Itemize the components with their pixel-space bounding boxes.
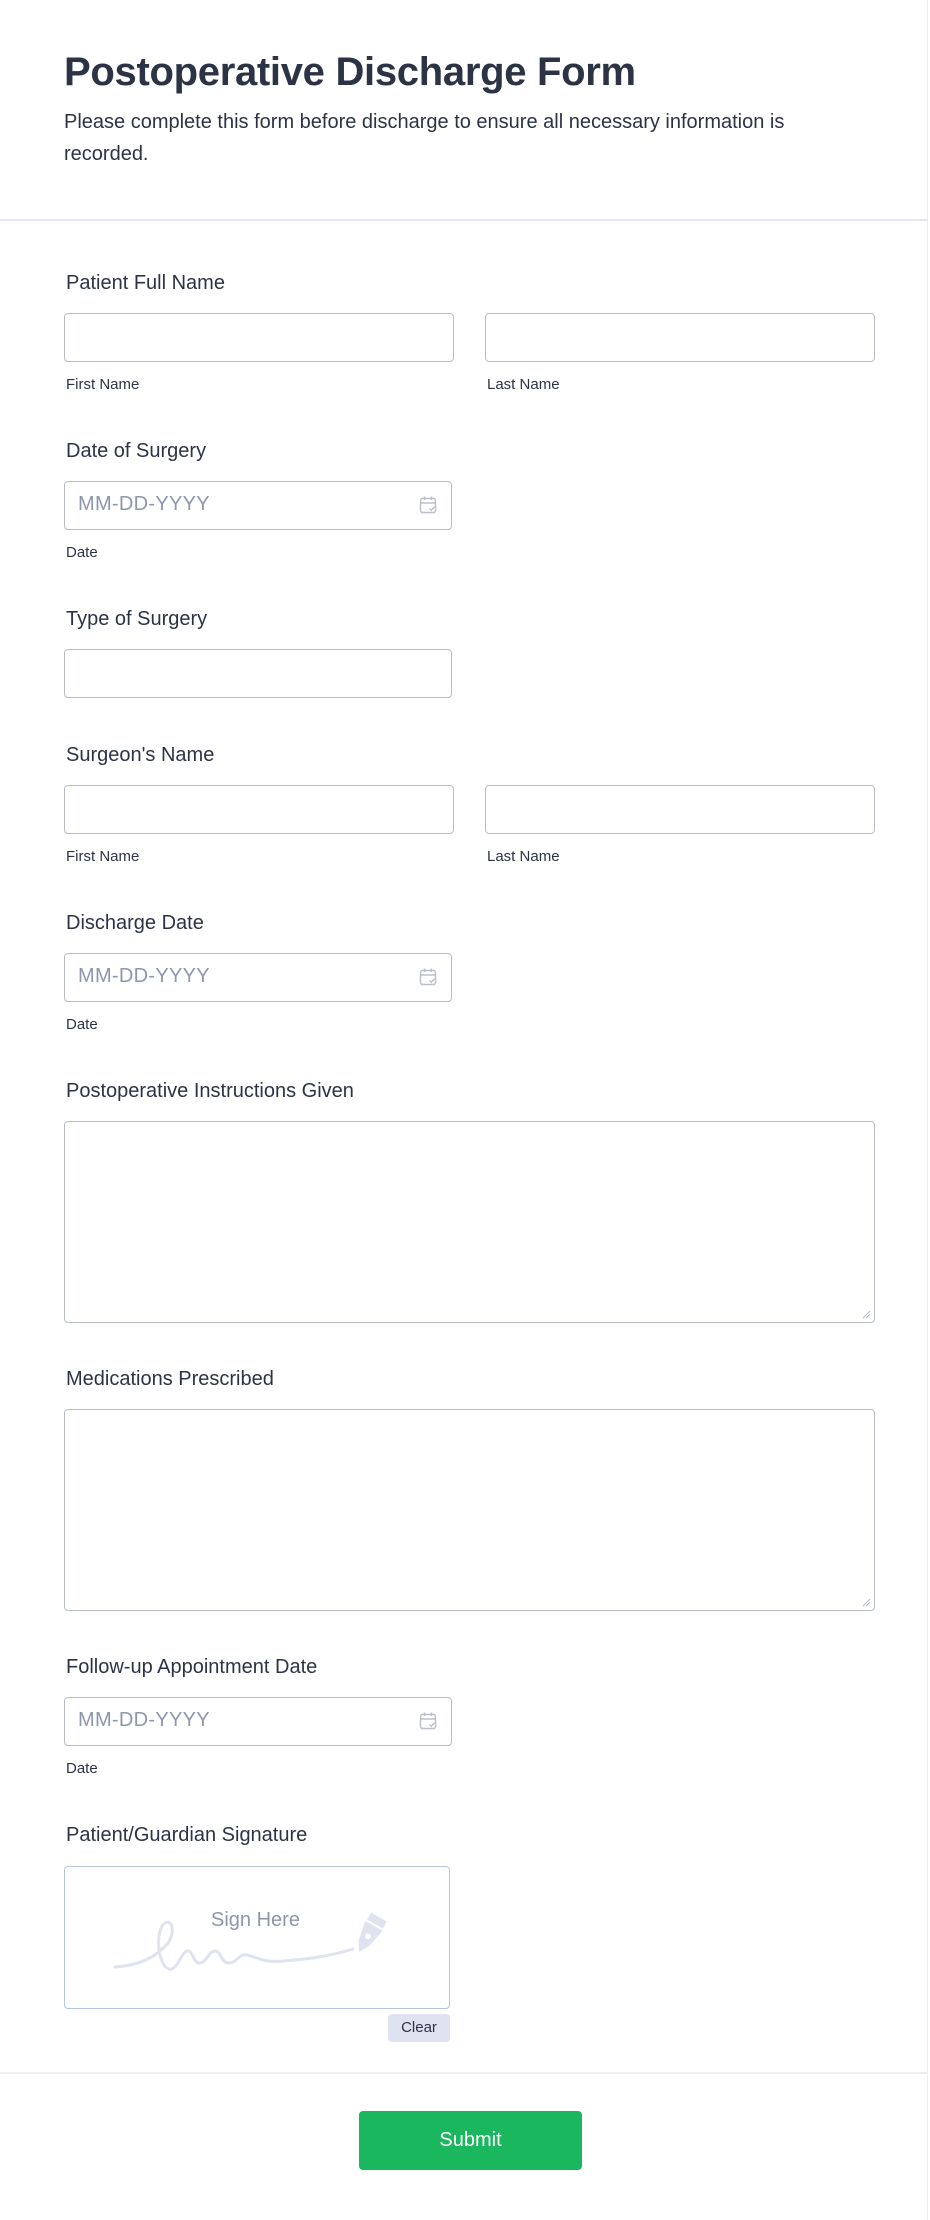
discharge-date-sublabel: Date xyxy=(66,1016,98,1033)
surgeon-first-name-sublabel: First Name xyxy=(66,848,140,865)
sign-here-placeholder: Sign Here xyxy=(211,1909,300,1931)
medications-textarea[interactable] xyxy=(64,1409,875,1611)
form-title: Postoperative Discharge Form xyxy=(64,50,636,94)
resize-handle-icon[interactable] xyxy=(861,1309,871,1319)
followup-date-input[interactable] xyxy=(64,1697,452,1746)
date-of-surgery-input[interactable] xyxy=(64,481,452,530)
footer-divider xyxy=(0,2072,928,2074)
followup-date-sublabel: Date xyxy=(66,1760,98,1777)
resize-handle-icon[interactable] xyxy=(861,1597,871,1607)
patient-last-name-sublabel: Last Name xyxy=(487,376,560,393)
submit-button[interactable]: Submit xyxy=(359,2111,582,2170)
form-header xyxy=(0,0,928,221)
signature-label: Patient/Guardian Signature xyxy=(66,1824,308,1846)
signature-pad[interactable] xyxy=(64,1866,450,2009)
followup-date-label: Follow-up Appointment Date xyxy=(66,1656,318,1678)
surgeon-first-name-input[interactable] xyxy=(64,785,454,834)
patient-first-name-input[interactable] xyxy=(64,313,454,362)
instructions-textarea[interactable] xyxy=(64,1121,875,1323)
patient-last-name-input[interactable] xyxy=(485,313,875,362)
form-subtitle: Please complete this form before discharge to ensure all necessary information is recorded. xyxy=(64,111,785,165)
calendar-icon[interactable] xyxy=(419,967,437,987)
medications-label: Medications Prescribed xyxy=(66,1368,274,1390)
surgeon-last-name-input[interactable] xyxy=(485,785,875,834)
surgeon-name-label: Surgeon's Name xyxy=(66,744,215,766)
type-of-surgery-label: Type of Surgery xyxy=(66,608,208,630)
calendar-icon[interactable] xyxy=(419,495,437,515)
clear-signature-button[interactable]: Clear xyxy=(388,2014,450,2042)
date-of-surgery-label: Date of Surgery xyxy=(66,440,207,462)
discharge-date-input[interactable] xyxy=(64,953,452,1002)
instructions-label: Postoperative Instructions Given xyxy=(66,1080,354,1102)
surgeon-last-name-sublabel: Last Name xyxy=(487,848,560,865)
type-of-surgery-input[interactable] xyxy=(64,649,452,698)
discharge-date-label: Discharge Date xyxy=(66,912,204,934)
calendar-icon[interactable] xyxy=(419,1711,437,1731)
patient-first-name-sublabel: First Name xyxy=(66,376,140,393)
date-of-surgery-placeholder: MM-DD-YYYY xyxy=(78,493,210,515)
discharge-date-placeholder: MM-DD-YYYY xyxy=(78,965,210,987)
pen-nib-icon xyxy=(350,1912,387,1957)
date-of-surgery-sublabel: Date xyxy=(66,544,98,561)
followup-date-placeholder: MM-DD-YYYY xyxy=(78,1709,210,1731)
patient-name-label: Patient Full Name xyxy=(66,272,225,294)
